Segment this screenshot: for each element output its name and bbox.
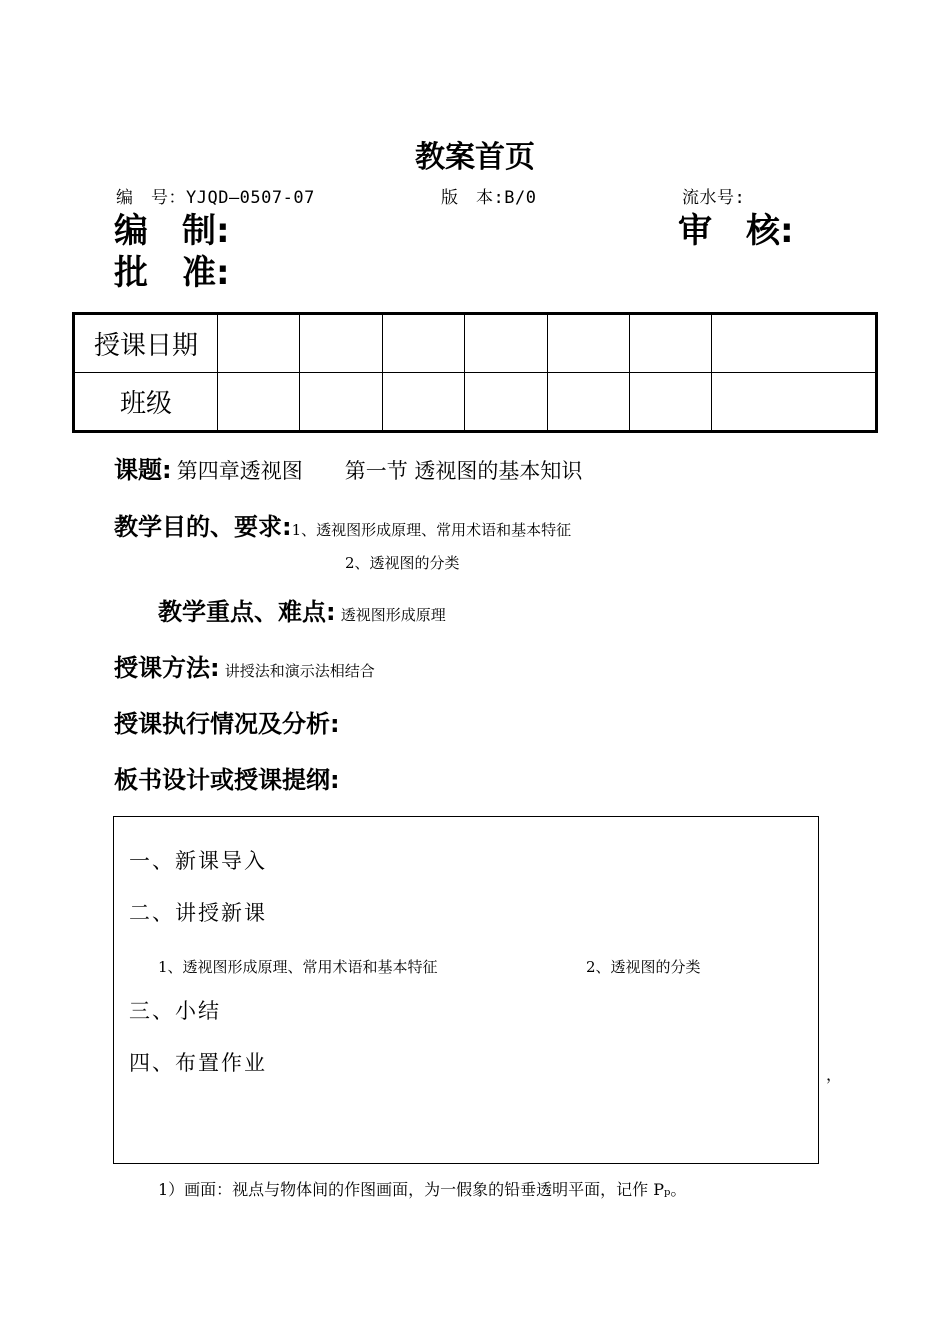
table-cell [382, 314, 464, 373]
goals-label: 教学目的、要求: [114, 513, 292, 541]
compiler-label: 编 制: [114, 211, 230, 251]
outline-item: 四、布置作业 [129, 1051, 267, 1075]
topic-value: 第四章透视图 第一节 透视图的基本知识 [176, 459, 583, 483]
keypoints-row [158, 592, 446, 627]
keypoints-value: 透视图形成原理 [340, 606, 446, 624]
table-cell [547, 314, 629, 373]
table-cell [300, 314, 382, 373]
table-cell [465, 373, 547, 432]
outline-box [113, 816, 819, 1164]
method-row [114, 648, 375, 683]
table-row [74, 373, 877, 432]
outline-item: 三、小结 [129, 999, 221, 1023]
date-header-cell: 授课日期 [74, 314, 218, 373]
table-cell [712, 314, 877, 373]
doc-code-value: YJQD—0507-07 [186, 188, 315, 208]
topic-label: 课题: [114, 456, 172, 484]
footer-partial-line: 1）画面：视点与物体间的作图画面，为一假象的铅垂透明平面，记作 Pₚ。 [158, 1180, 687, 1199]
table-cell [629, 373, 711, 432]
table-cell [300, 373, 382, 432]
execution-label: 授课执行情况及分析: [114, 710, 340, 738]
outline-item: 一、新课导入 [129, 849, 267, 873]
table-cell [218, 373, 300, 432]
doc-version-label: 版 本: [441, 188, 505, 208]
table-cell [382, 373, 464, 432]
method-label: 授课方法: [114, 654, 220, 682]
table-cell [547, 373, 629, 432]
page-title: 教案首页 [415, 140, 535, 175]
goal-item: 1、透视图形成原理、常用术语和基本特征 [291, 521, 572, 539]
schedule-table [72, 312, 878, 433]
table-cell [465, 314, 547, 373]
outline-item: 二、讲授新课 [129, 901, 267, 925]
outline-sub-item: 1、透视图形成原理、常用术语和基本特征 [158, 958, 438, 976]
approver-label: 批 准: [114, 253, 230, 293]
method-value: 讲授法和演示法相结合 [224, 662, 375, 680]
goal-item: 2、透视图的分类 [345, 554, 460, 572]
reviewer-label: 审 核: [678, 211, 794, 251]
table-row [74, 314, 877, 373]
doc-code-label: 编 号： [116, 188, 186, 208]
doc-serial-label: 流水号: [682, 188, 746, 208]
table-cell [218, 314, 300, 373]
outline-label: 板书设计或授课提纲: [114, 766, 340, 794]
stray-comma: ， [826, 1065, 843, 1084]
table-cell [629, 314, 711, 373]
goals-row [114, 507, 571, 542]
class-header-cell: 班级 [74, 373, 218, 432]
table-cell [712, 373, 877, 432]
outline-sub-item: 2、透视图的分类 [586, 958, 701, 976]
doc-version-value: B/0 [504, 188, 537, 208]
topic-row [114, 450, 582, 485]
doc-version [441, 183, 536, 208]
keypoints-label: 教学重点、难点: [158, 598, 336, 626]
